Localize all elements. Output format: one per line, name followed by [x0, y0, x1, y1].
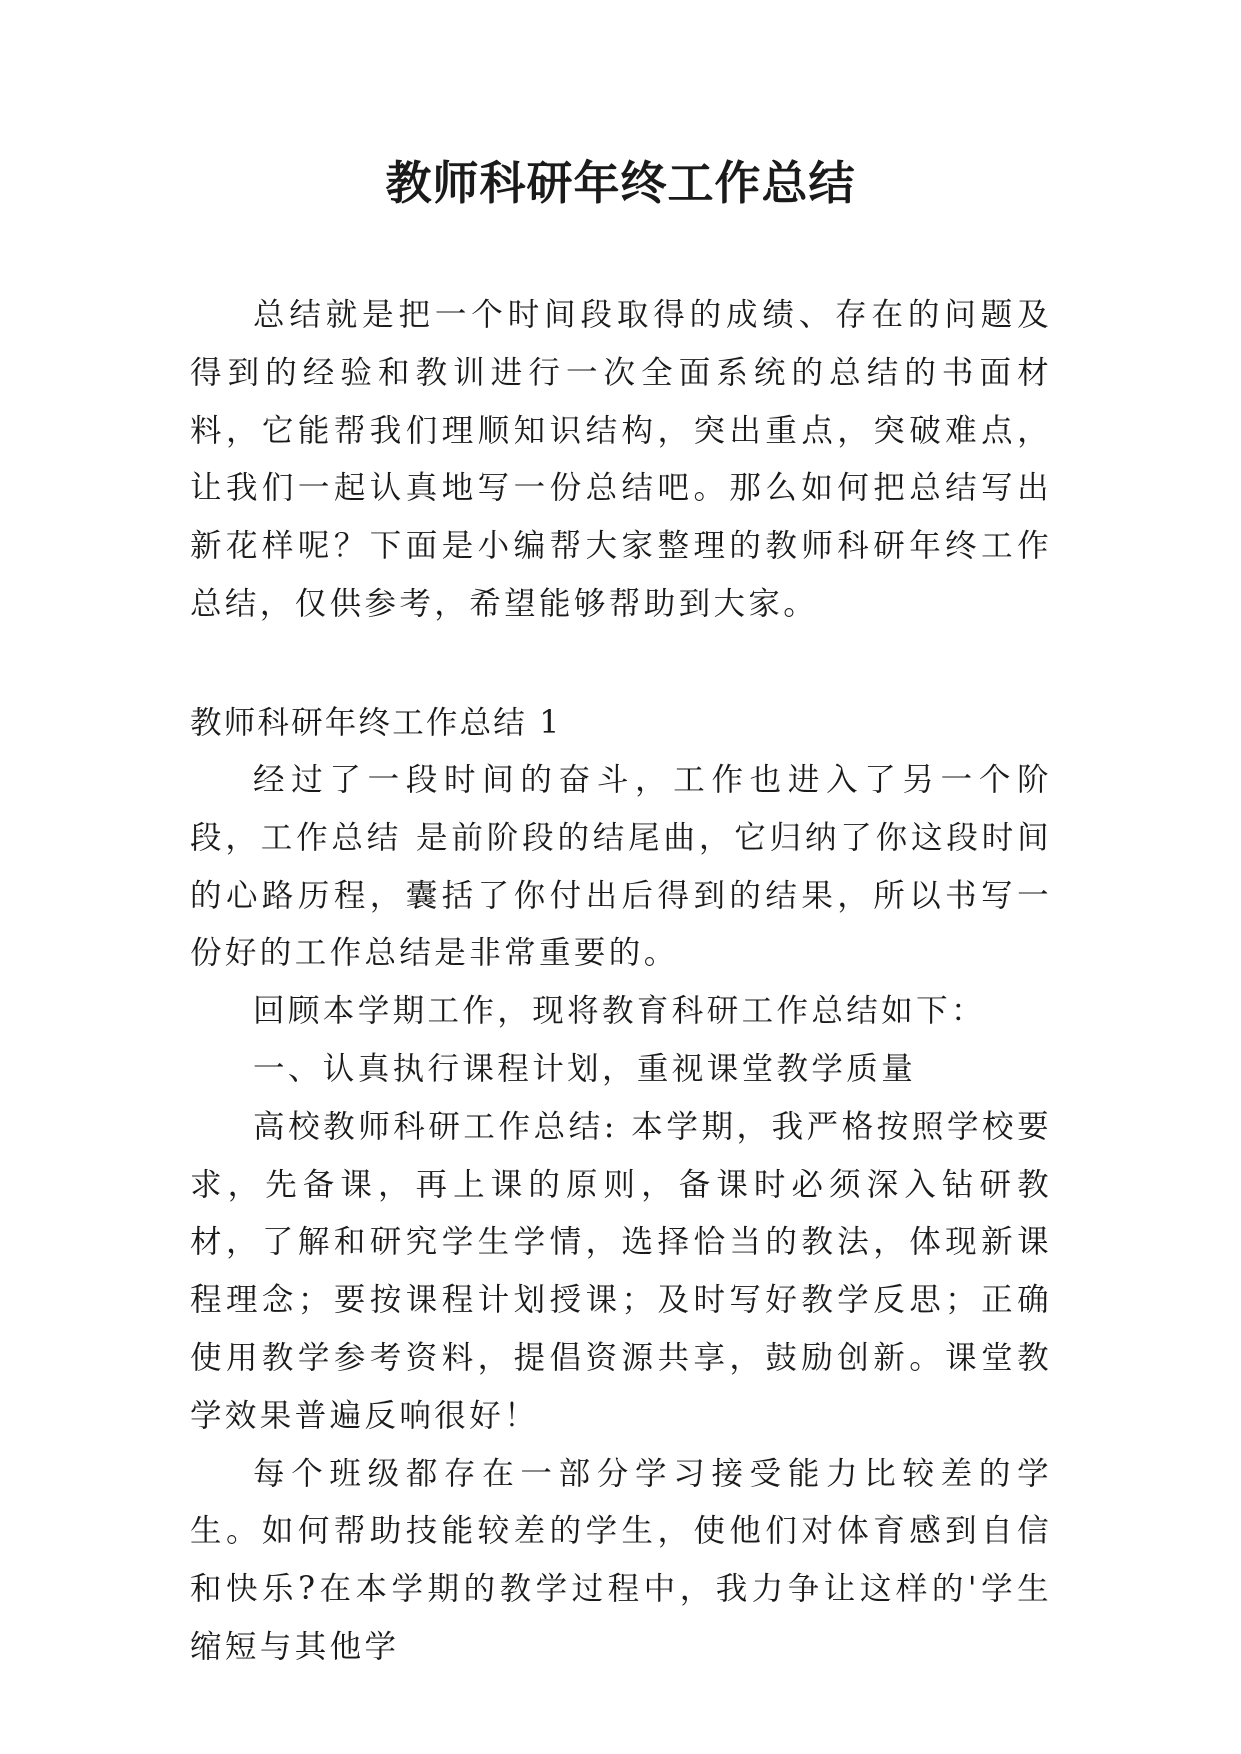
intro-paragraph: 总结就是把一个时间段取得的成绩、存在的问题及得到的经验和教训进行一次全面系统的总结的书面材料，它能帮我们理顺知识结构，突出重点，突破难点，让我们一起认真地写一份总结吧。那么如何把总结写出新花样呢？下面是小编帮大家整理的教师科研年终工作总结，仅供参考，希望能够帮助到大家。: [190, 297, 1052, 622]
body-paragraph: 每个班级都存在一部分学习接受能力比较差的学生。如何帮助技能较差的学生，使他们对体育感到自信和快乐?在本学期的教学过程中，我力争让这样的'学生缩短与其他学: [190, 1455, 1052, 1665]
body-paragraph: 一、认真执行课程计划，重视课堂教学质量: [253, 1050, 917, 1087]
body-paragraph: 经过了一段时间的奋斗，工作也进入了另一个阶段，工作总结 是前阶段的结尾曲，它归纳了你这段时间的心路历程，囊括了你付出后得到的结果，所以书写一份好的工作总结是非常重要的。: [190, 762, 1052, 972]
body-paragraph: 高校教师科研工作总结: 本学期，我严格按照学校要求，先备课，再上课的原则，备课时必须深入钻研教材，了解和研究学生学情，选择恰当的教法，体现新课程理念；要按课程计划授课；及时写好教学反思；正确使用教学参考资料，提倡资源共享，鼓励创新。课堂教学效果普遍反响很好！: [190, 1108, 1052, 1434]
document-title: 教师科研年终工作总结: [385, 156, 856, 210]
section-body: [190, 752, 1052, 1677]
section-heading: 教师科研年终工作总结 1: [190, 705, 562, 741]
body-paragraph: 回顾本学期工作，现将教育科研工作总结如下：: [253, 993, 986, 1030]
